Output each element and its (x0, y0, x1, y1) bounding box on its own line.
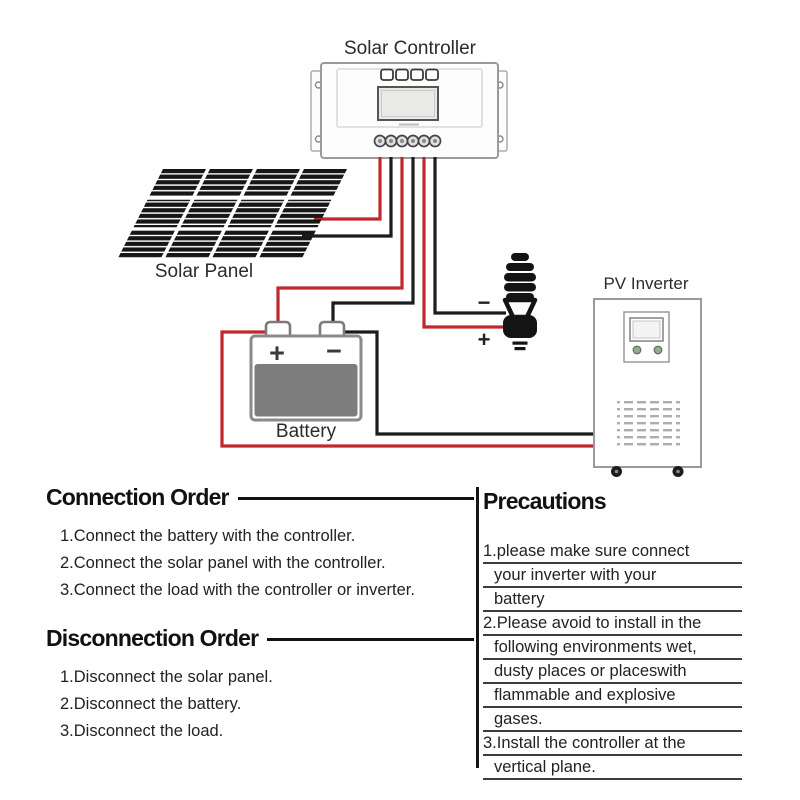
list-item: 1.Connect the battery with the controller. (60, 527, 356, 545)
heading-rule (238, 497, 474, 500)
inverter-vent-grille (617, 400, 680, 448)
solar-controller-icon (311, 63, 507, 158)
controller-label: Solar Controller (344, 38, 476, 59)
solar-panel-label: Solar Panel (154, 261, 254, 282)
battery-plus-sign: + (269, 338, 285, 368)
precaution-line: vertical plane. (483, 757, 742, 780)
list-item: 2.Connect the solar panel with the controller. (60, 554, 386, 572)
connection-order-heading (46, 484, 474, 510)
instructions-column (46, 484, 474, 750)
battery-label: Battery (275, 421, 337, 442)
wire-battery-to-inverter-negative (344, 332, 595, 434)
column-divider (476, 487, 479, 768)
precaution-line: your inverter with your (483, 565, 742, 588)
disconnection-order-list (46, 669, 474, 740)
inverter-button-icon (654, 346, 662, 354)
cfl-bulb-icon (503, 253, 537, 350)
precautions-list (483, 541, 742, 780)
battery-icon (251, 322, 361, 420)
list-item: 3.Connect the load with the controller or inverter. (60, 581, 415, 599)
controller-lcd-icon (378, 87, 438, 126)
precautions-column (483, 484, 742, 781)
heading-rule (267, 638, 474, 641)
connection-order-list (46, 528, 474, 599)
wire-controller-to-load-negative (435, 157, 506, 313)
connection-order-title: Connection Order (46, 484, 229, 510)
list-item: 3.Disconnect the load. (60, 722, 224, 740)
battery-minus-sign: − (326, 336, 342, 366)
precaution-line: 3.Install the controller at the (483, 733, 742, 756)
list-item: 2.Disconnect the battery. (60, 695, 242, 713)
precaution-line: 2.Please avoid to install in the (483, 613, 742, 636)
list-item: 1.Disconnect the solar panel. (60, 668, 273, 686)
precautions-title: Precautions (483, 488, 606, 514)
precaution-line: flammable and explosive (483, 685, 742, 708)
inverter-label: PV Inverter (603, 274, 689, 293)
disconnection-order-heading (46, 625, 474, 651)
pv-inverter-icon (594, 299, 701, 477)
disconnection-order-title: Disconnection Order (46, 625, 259, 651)
precaution-line: gases. (483, 709, 742, 732)
inverter-button-icon (633, 346, 641, 354)
load-plus-sign: + (477, 327, 491, 352)
load-minus-sign: − (477, 290, 491, 315)
precaution-line: 1.please make sure connect (483, 541, 742, 564)
precaution-line: dusty places or placeswith (483, 661, 742, 684)
precaution-line: battery (483, 589, 742, 612)
precaution-line: following environments wet, (483, 637, 742, 660)
solar-panel-icon (118, 169, 347, 258)
